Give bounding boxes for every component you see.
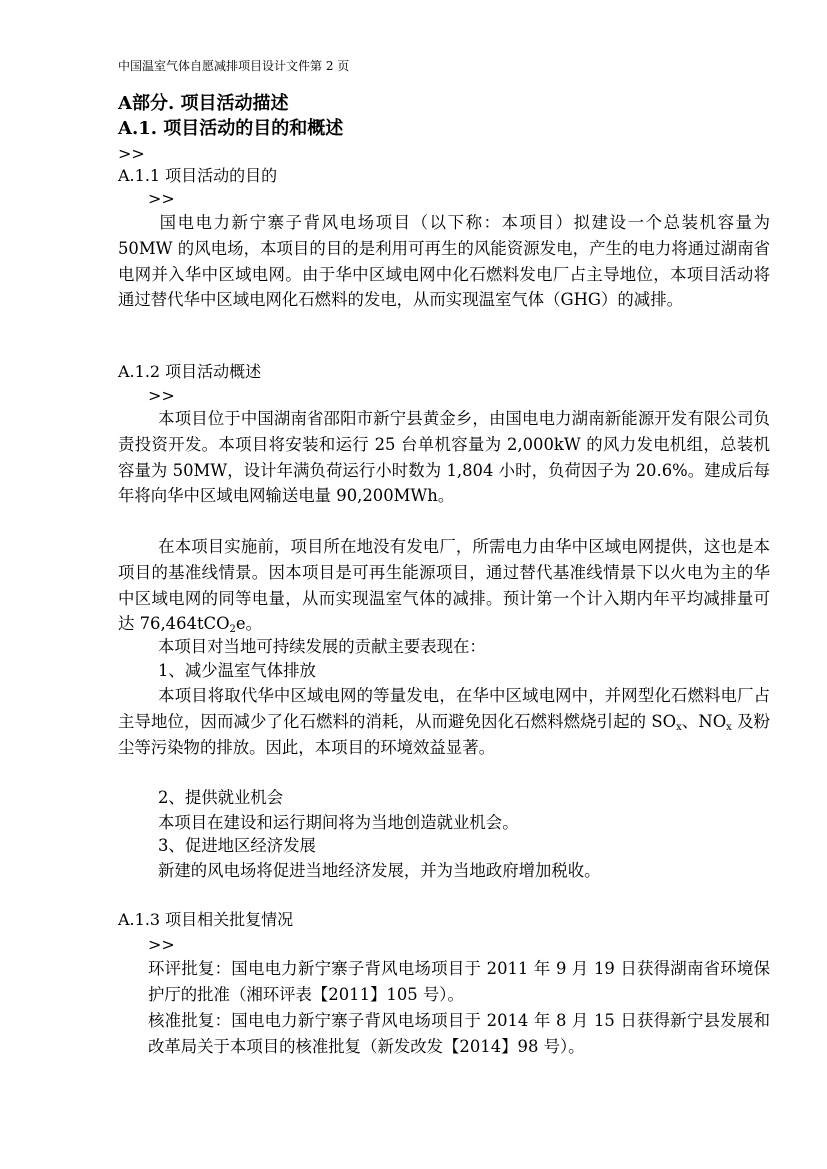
a11-marker: >>	[148, 189, 175, 208]
a12-paragraph-2	[118, 534, 770, 637]
a12-paragraph-2-end: e。	[235, 614, 262, 634]
co2-subscript: 2	[229, 624, 236, 636]
a12-title: A.1.2 项目活动概述	[118, 362, 262, 381]
sox-subscript: x	[676, 721, 682, 733]
a13-marker: >>	[148, 935, 175, 954]
benefit-item-3: 3、促进地区经济发展	[158, 836, 316, 855]
approval-eia: 环评批复：国电电力新宁寨子背风电场项目于 2011 年 9 月 19 日获得湖南省环境保护厅的批准（湘环评表【2011】105 号）。	[148, 959, 770, 1004]
benefit-item-3-text: 新建的风电场将促进当地经济发展，并为当地政府增加税收。	[158, 861, 601, 880]
a12-marker: >>	[148, 386, 175, 405]
a12-paragraph-2-text: 在本项目实施前，项目所在地没有发电厂，所需电力由华中区域电网提供，这也是本项目的基准线情景。因本项目是可再生能源项目，通过替代基准线情景下以火电为主的华中区域电网的同等电量，从而实现温室气体的减排。预计第一个计入期内年平均减排量可达 76,464tCO	[118, 537, 770, 634]
a12-paragraph-3	[118, 634, 770, 660]
a11-paragraph	[118, 210, 770, 313]
benefit-item-1: 1、减少温室气体排放	[158, 661, 316, 680]
benefit-item-2: 2、提供就业机会	[158, 788, 284, 807]
benefit-item-2-text: 本项目在建设和运行期间将为当地创造就业机会。	[158, 813, 519, 832]
a12-paragraph-1-text: 本项目位于中国湖南省邵阳市新宁县黄金乡，由国电电力湖南新能源开发有限公司负责投资开发。本项目将安装和运行 25 台单机容量为 2,000kW 的风力发电机组，总装机容量为 50MW，设计年满负荷运行小时数为 1,804 小时，负荷因子为 20.6%。建成后每年将向华中区域电网输送电量 90,200MWh。	[118, 409, 770, 506]
a11-title: A.1.1 项目活动的目的	[118, 166, 278, 185]
a12-paragraph-1	[118, 406, 770, 509]
nox-text: 、NO	[681, 711, 727, 731]
a13-title: A.1.3 项目相关批复情况	[118, 910, 294, 929]
a12-paragraph-4	[118, 683, 770, 760]
section-marker: >>	[118, 144, 145, 163]
section-title: A.1. 项目活动的目的和概述	[118, 118, 344, 139]
approval-permit: 核准批复：国电电力新宁寨子背风电场项目于 2014 年 8 月 15 日获得新宁县发展和改革局关于本项目的核准批复（新发改发【2014】98 号）。	[148, 1011, 770, 1056]
page-header: 中国温室气体自愿减排项目设计文件第 2 页	[118, 59, 350, 73]
a12-paragraph-4-end: 及粉尘等污染物的排放。因此，本项目的环境效益显著。	[118, 711, 771, 757]
a11-paragraph-text: 国电电力新宁寨子背风电场项目（以下称：本项目）拟建设一个总装机容量为 50MW 的风电场，本项目的目的是利用可再生的风能资源发电，产生的电力将通过湖南省电网并入华中区域电网。由于华中区域电网中化石燃料发电厂占主导地位，本项目活动将通过替代华中区域电网化石燃料的发电，从而实现温室气体（GHG）的减排。	[118, 213, 770, 310]
part-title: A部分. 项目活动描述	[118, 93, 289, 114]
a12-paragraph-4-text: 本项目将取代华中区域电网的等量发电，在华中区域电网中，并网型化石燃料电厂占主导地位，因而减少了化石燃料的消耗，从而避免因化石燃料燃烧引起的 SO	[118, 686, 770, 731]
nox-subscript: x	[726, 721, 732, 733]
a12-paragraph-3-text: 本项目对当地可持续发展的贡献主要表现在：	[158, 637, 486, 656]
